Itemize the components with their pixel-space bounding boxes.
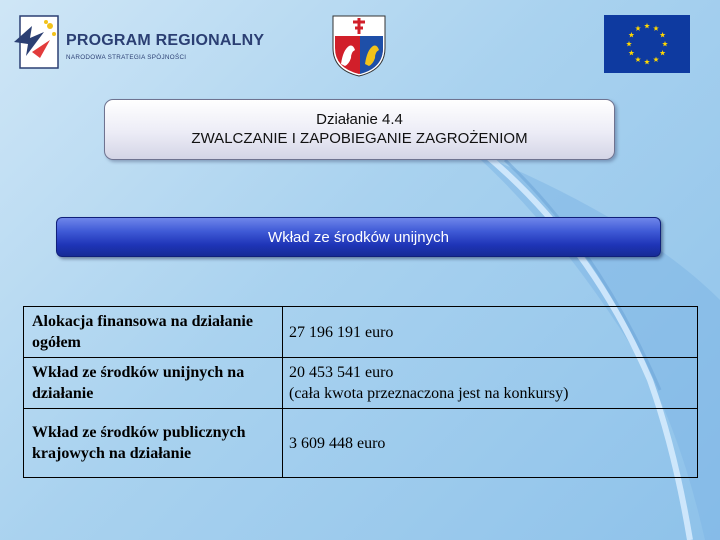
eu-flag-icon — [604, 15, 690, 73]
row-value-note: (cała kwota przeznaczona jest na konkursy) — [289, 385, 569, 402]
section-header-label: Wkład ze środków unijnych — [268, 229, 449, 246]
action-name: ZWALCZANIE I ZAPOBIEGANIE ZAGROŻENIOM — [191, 130, 528, 147]
table-row — [24, 358, 698, 409]
section-header-bar — [56, 217, 661, 257]
funding-table — [23, 306, 698, 478]
podkarpackie-coat-of-arms-icon — [331, 14, 387, 78]
row-value — [283, 358, 698, 409]
row-value-line: 3 609 448 euro — [289, 434, 386, 452]
row-label: Alokacja finansowa na działanie ogółem — [24, 307, 283, 358]
row-value — [283, 307, 698, 358]
logo-sub-text: NARODOWA STRATEGIA SPÓJNOŚCI — [66, 54, 187, 61]
row-value — [283, 409, 698, 478]
action-number: Działanie 4.4 — [316, 111, 403, 128]
table-row — [24, 307, 698, 358]
action-title-box — [104, 99, 615, 160]
program-regionalny-logo — [10, 12, 265, 74]
row-label: Wkład ze środków publicznych krajowych na działanie — [24, 409, 283, 478]
program-regionalny-icon — [10, 12, 62, 72]
row-value-line: 27 196 191 euro — [289, 323, 394, 341]
table-row — [24, 409, 698, 478]
row-value-line: 20 453 541 euro — [289, 364, 394, 381]
row-label: Wkład ze środków unijnych na działanie — [24, 358, 283, 409]
logo-brand-text: PROGRAM REGIONALNY — [66, 32, 265, 49]
